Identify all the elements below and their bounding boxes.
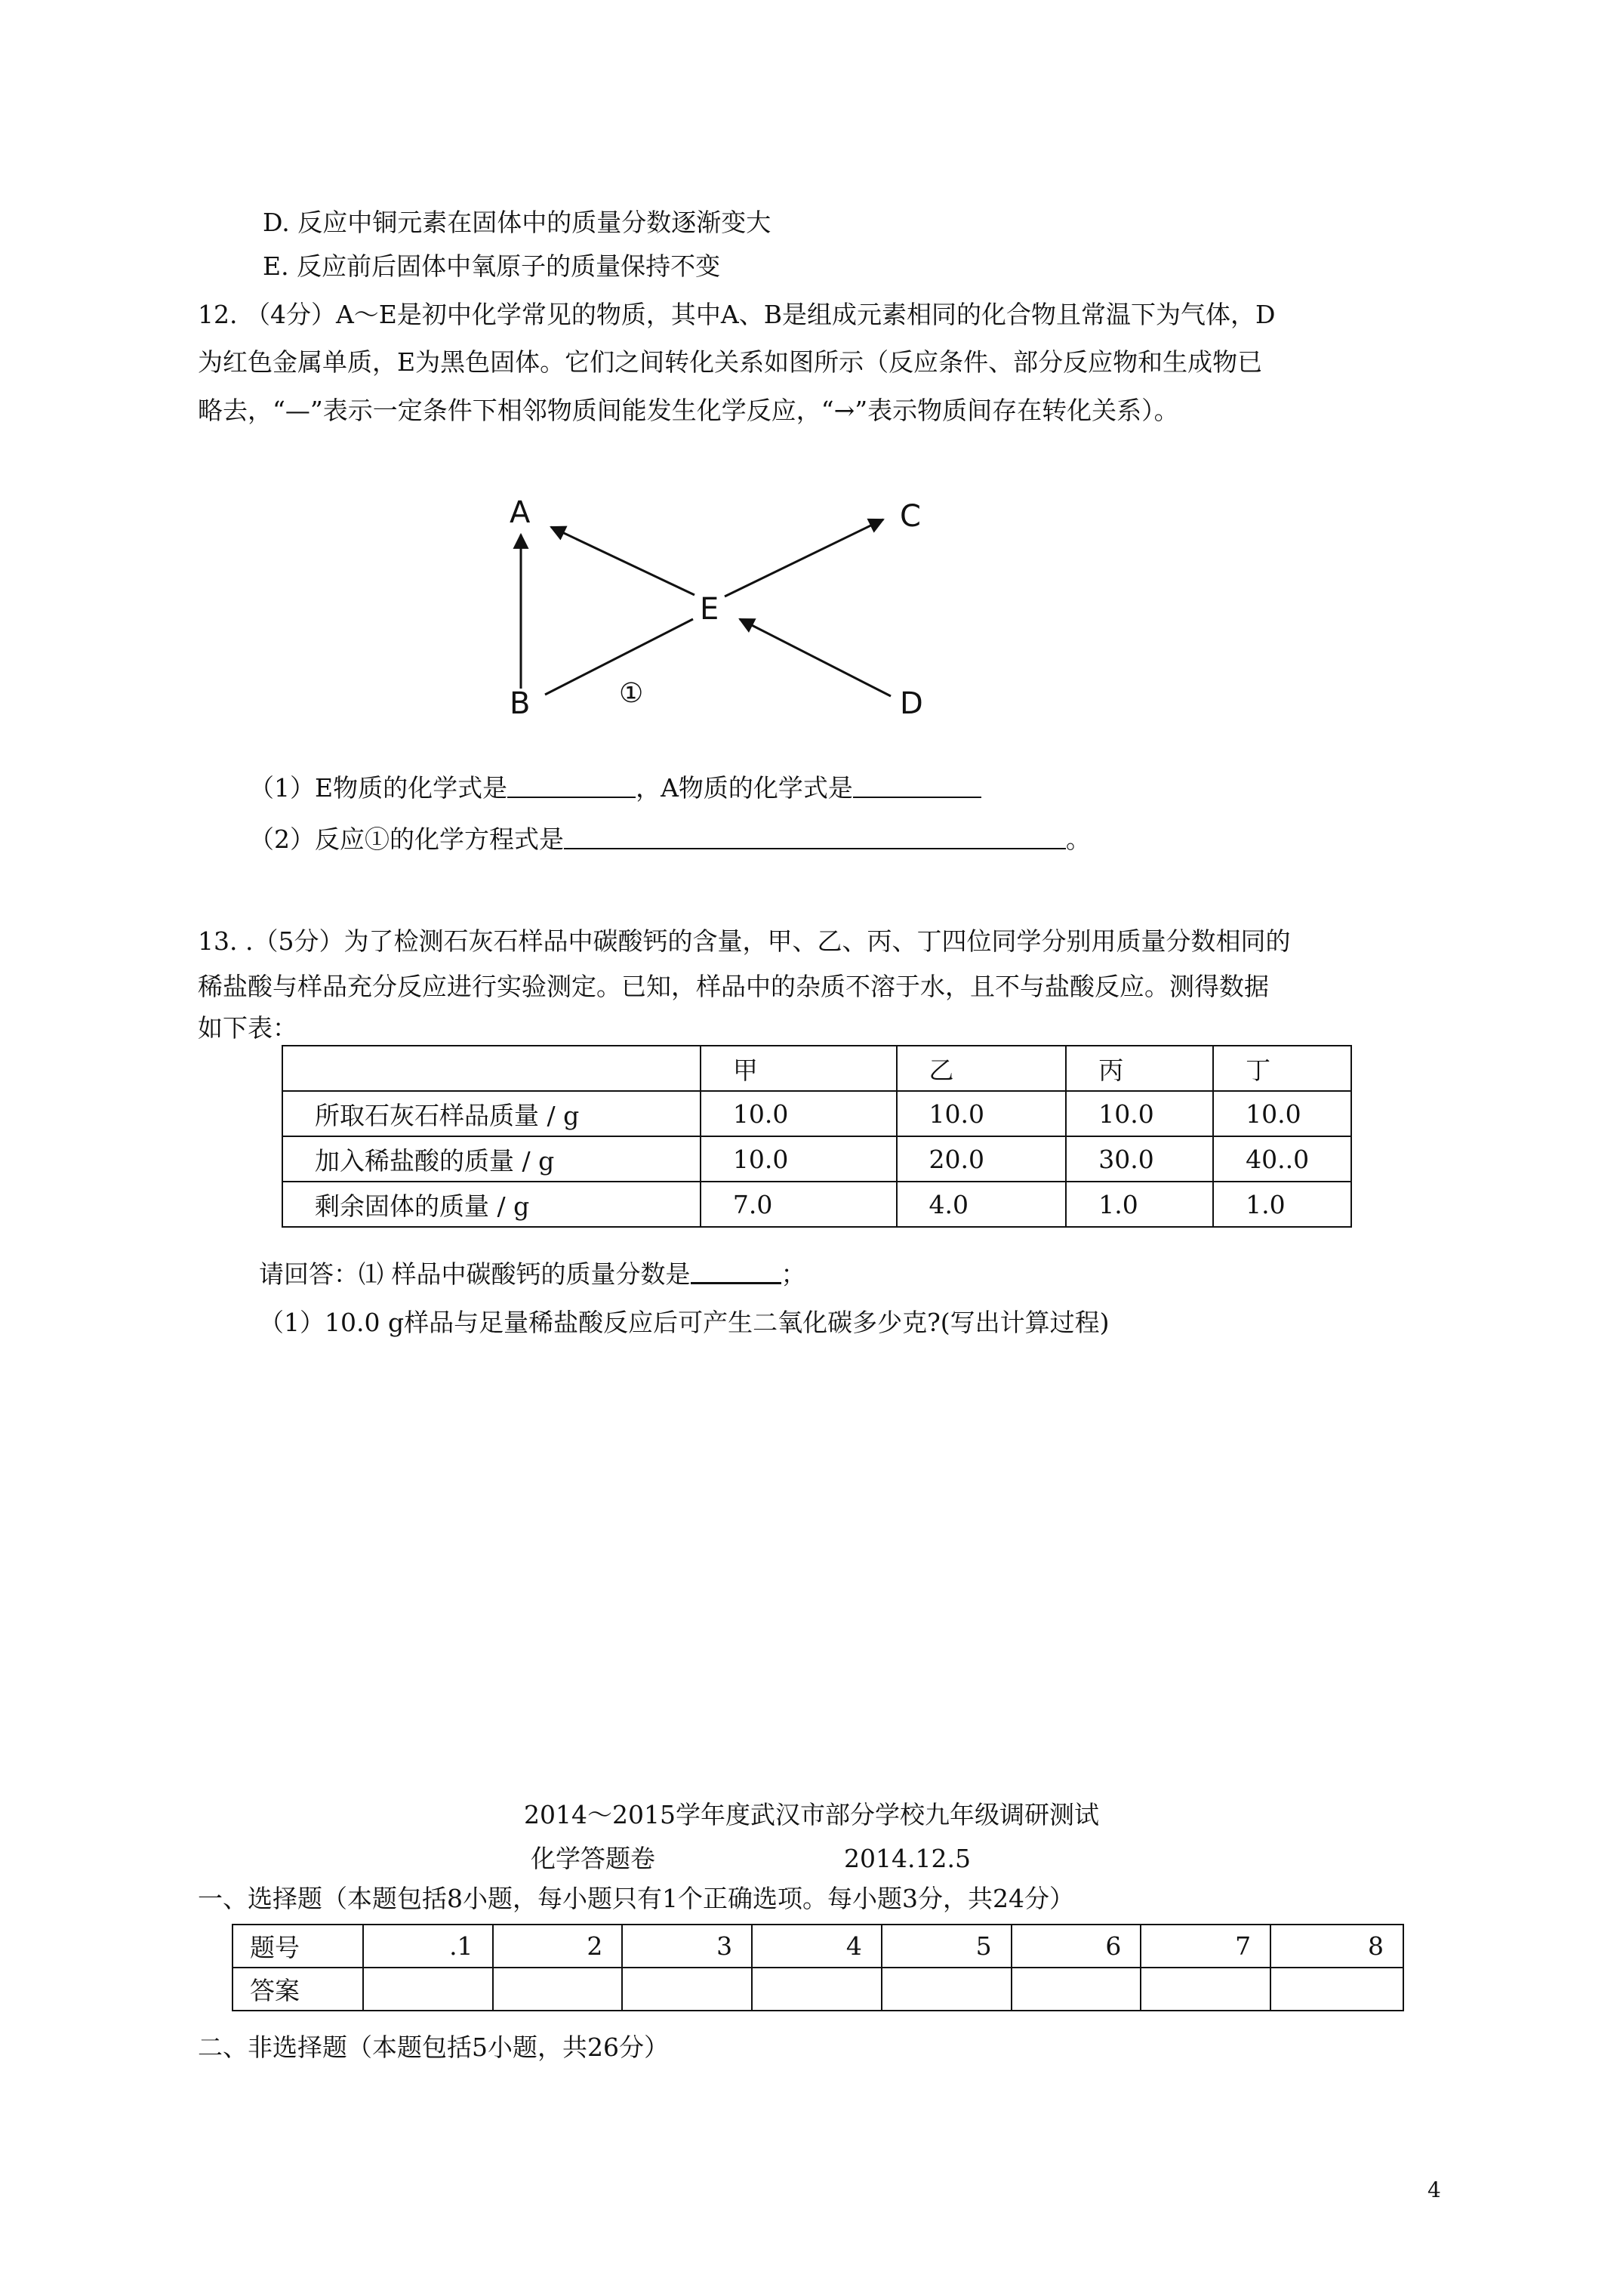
question-number-cell: 2 xyxy=(493,1925,623,1968)
page-number: 4 xyxy=(1427,2177,1441,2202)
table-cell: 10.0 xyxy=(1066,1091,1213,1136)
answer-cell[interactable] xyxy=(493,1968,623,2011)
q12-sub1 xyxy=(249,773,981,803)
answer-cell[interactable] xyxy=(1012,1968,1141,2011)
answer-cell[interactable] xyxy=(752,1968,882,2011)
question-number-cell: 8 xyxy=(1270,1925,1403,1968)
question-number-cell: 6 xyxy=(1012,1925,1141,1968)
answer-sheet-title: 2014～2015学年度武汉市部分学校九年级调研测试 xyxy=(524,1800,1099,1829)
answer-sheet-subtitle: 化学答题卷 xyxy=(531,1844,655,1873)
answer-grid-table xyxy=(232,1924,1404,2011)
header-cell: 甲 xyxy=(701,1046,897,1091)
table-cell: 40..0 xyxy=(1213,1136,1351,1182)
answer-row xyxy=(233,1968,1403,2011)
question-number-row xyxy=(233,1925,1403,1968)
answer-cell[interactable] xyxy=(363,1968,493,2011)
q12-sub2-text: （2）反应①的化学方程式是 xyxy=(249,824,564,854)
node-a-label: A xyxy=(510,495,531,530)
q12-stem-line3: 略去，“—”表示一定条件下相邻物质间能发生化学反应，“→”表示物质间存在转化关系）。 xyxy=(198,396,1179,425)
answer-cell[interactable] xyxy=(882,1968,1012,2011)
arrow-e-to-c xyxy=(725,519,883,596)
table-cell: 10.0 xyxy=(701,1136,897,1182)
q13-stem-line2: 稀盐酸与样品充分反应进行实验测定。已知，样品中的杂质不溶于水，且不与盐酸反应。测得数据 xyxy=(198,972,1269,1001)
q12-stem-line1: 12. （4分）A～E是初中化学常见的物质，其中A、B是组成元素相同的化合物且常温下为气体，D xyxy=(198,300,1276,329)
answer-cell[interactable] xyxy=(1141,1968,1270,2011)
q13-ask1-end: ； xyxy=(781,1259,806,1289)
table-row xyxy=(282,1182,1351,1227)
header-cell: 乙 xyxy=(897,1046,1067,1091)
row-label: 所取石灰石样品质量 / g xyxy=(282,1091,701,1136)
table-cell: 7.0 xyxy=(701,1182,897,1227)
table-cell: 20.0 xyxy=(897,1136,1067,1182)
answer-blank-e[interactable] xyxy=(507,774,636,798)
q12-sub2 xyxy=(249,825,1091,852)
node-b-label: B xyxy=(510,686,531,721)
arrow-d-to-e xyxy=(740,619,891,696)
table-cell: 30.0 xyxy=(1066,1136,1213,1182)
node-d-label: D xyxy=(900,686,923,721)
table-cell: 1.0 xyxy=(1066,1182,1213,1227)
table-cell: 4.0 xyxy=(897,1182,1067,1227)
row-label: 加入稀盐酸的质量 / g xyxy=(282,1136,701,1182)
question-number-cell: 7 xyxy=(1141,1925,1270,1968)
question-number-cell: 4 xyxy=(752,1925,882,1968)
section-2-heading: 二、非选择题（本题包括5小题，共26分） xyxy=(198,2032,669,2062)
q13-ask2: （1）10.0 g样品与足量稀盐酸反应后可产生二氧化碳多少克?(写出计算过程) xyxy=(259,1308,1110,1337)
table-cell: 1.0 xyxy=(1213,1182,1351,1227)
answer-cell[interactable] xyxy=(622,1968,752,2011)
question-number-cell: 5 xyxy=(882,1925,1012,1968)
table-cell: 10.0 xyxy=(701,1091,897,1136)
question-number-cell: .1 xyxy=(363,1925,493,1968)
q11-option-d: D. 反应中铜元素在固体中的质量分数逐渐变大 xyxy=(263,208,771,237)
q12-relation-diagram xyxy=(483,483,951,740)
answer-blank-a[interactable] xyxy=(853,774,981,798)
q13-stem-line3: 如下表： xyxy=(198,1013,297,1043)
q13-ask1 xyxy=(259,1259,806,1287)
q13-ask1-text: 请回答：⑴ 样品中碳酸钙的质量分数是 xyxy=(259,1259,691,1289)
answer-sheet-date: 2014.12.5 xyxy=(844,1844,971,1873)
answer-blank-caco3-fraction[interactable] xyxy=(691,1259,781,1284)
q13-data-table xyxy=(282,1045,1352,1228)
table-cell: 10.0 xyxy=(897,1091,1067,1136)
section-1-heading: 一、选择题（本题包括8小题，每小题只有1个正确选项。每小题3分，共24分） xyxy=(198,1884,1074,1913)
q12-sub1-text-a: ，A物质的化学式是 xyxy=(636,773,853,803)
header-cell xyxy=(282,1046,701,1091)
node-e-label: E xyxy=(700,592,719,627)
table-row xyxy=(282,1091,1351,1136)
q13-stem-line1: 13. .（5分）为了检测石灰石样品中碳酸钙的含量，甲、乙、丙、丁四位同学分别用质量分数相同的 xyxy=(198,926,1291,956)
q12-sub1-text-e: （1）E物质的化学式是 xyxy=(249,773,508,803)
table-row xyxy=(282,1136,1351,1182)
header-cell: 丁 xyxy=(1213,1046,1351,1091)
arrow-e-to-a xyxy=(551,527,694,595)
row-label: 剩余固体的质量 / g xyxy=(282,1182,701,1227)
question-number-cell: 3 xyxy=(622,1925,752,1968)
node-c-label: C xyxy=(900,499,921,534)
reaction-1-label: ① xyxy=(619,678,644,709)
table-cell: 10.0 xyxy=(1213,1091,1351,1136)
q11-option-e: E. 反应前后固体中氧原子的质量保持不变 xyxy=(263,251,721,281)
answer-cell[interactable] xyxy=(1270,1968,1403,2011)
header-cell: 丙 xyxy=(1066,1046,1213,1091)
answer-blank-equation[interactable] xyxy=(564,825,1066,849)
table-header-row xyxy=(282,1046,1351,1091)
row-label: 答案 xyxy=(233,1968,363,2011)
row-label: 题号 xyxy=(233,1925,363,1968)
q12-stem-line2: 为红色金属单质，E为黑色固体。它们之间转化关系如图所示（反应条件、部分反应物和生成物已 xyxy=(198,347,1263,377)
q12-sub2-end: 。 xyxy=(1066,824,1091,854)
